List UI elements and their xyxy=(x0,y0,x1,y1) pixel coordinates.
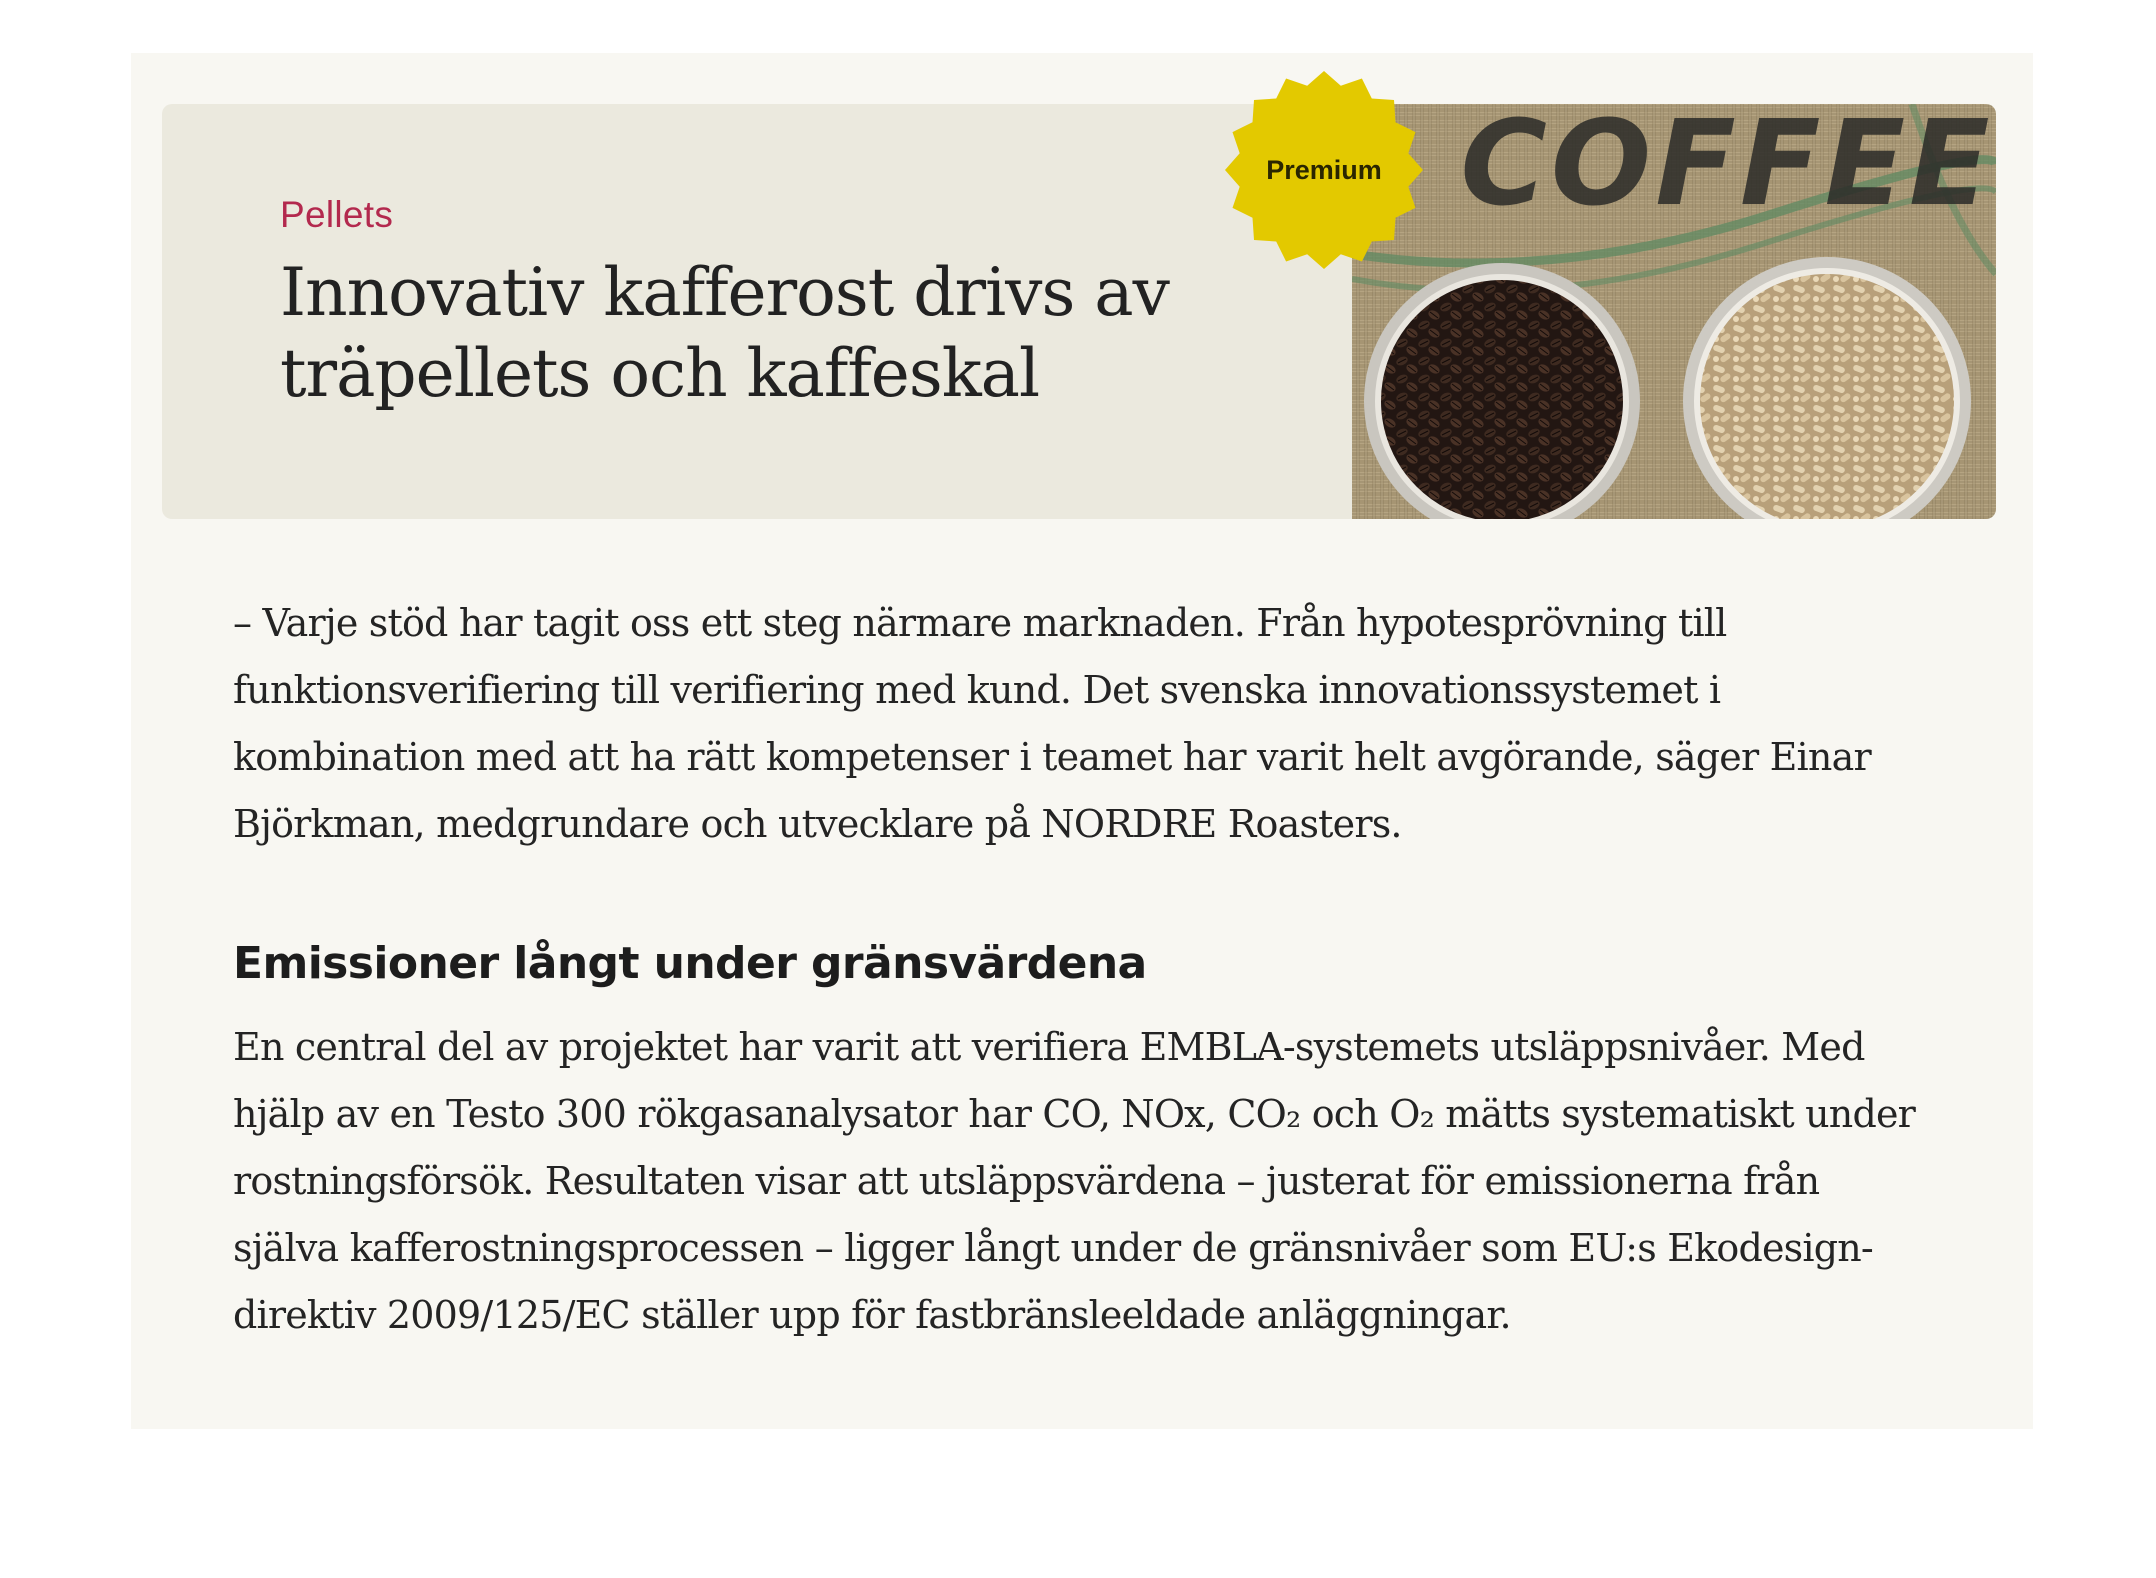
coffee-pellets-photo xyxy=(1352,104,1996,519)
article-hero[interactable] xyxy=(162,104,1996,519)
category-label[interactable]: Pellets xyxy=(280,194,394,235)
hero-text xyxy=(280,194,1290,414)
hero-image[interactable] xyxy=(1352,104,1996,519)
article-title[interactable]: Innovativ kafferost drivs av träpellets och kaffeskal xyxy=(280,254,1169,412)
intro-paragraph: – Varje stöd har tagit oss ett steg närmare marknaden. Från hypotesprövning till funktionsverifiering till verifiering med kund. Det svenska innovationssystemet i kombination med att ha rätt kompetenser i teamet har varit helt avgörande, säger Einar Björkman, medgrundare och utvecklare på NORDRE Roasters. xyxy=(233,601,1871,846)
article-card xyxy=(131,53,2033,1429)
section-paragraph: En central del av projektet har varit att verifiera EMBLA-systemets utsläppsnivåer. Med hjälp av en Testo 300 rökgasanalysator har CO, NOx, CO₂ och O₂ mätts systematiskt under rostningsförsök. Resultaten visar att utsläppsvärdena – justerat för emissionerna från själva kafferostningsprocessen – ligger långt under de gränsnivåer som EU:s Ekodesign-direktiv 2009/125/EC ställer upp för fastbränsleeldade anläggningar. xyxy=(233,1025,1916,1337)
premium-badge-label: Premium xyxy=(1266,155,1382,185)
sack-print-text: COFFEE xyxy=(1460,104,1994,232)
section-heading: Emissioner långt under gränsvärdena xyxy=(233,938,1147,989)
premium-badge xyxy=(1223,69,1425,271)
article-body xyxy=(233,590,1933,1349)
